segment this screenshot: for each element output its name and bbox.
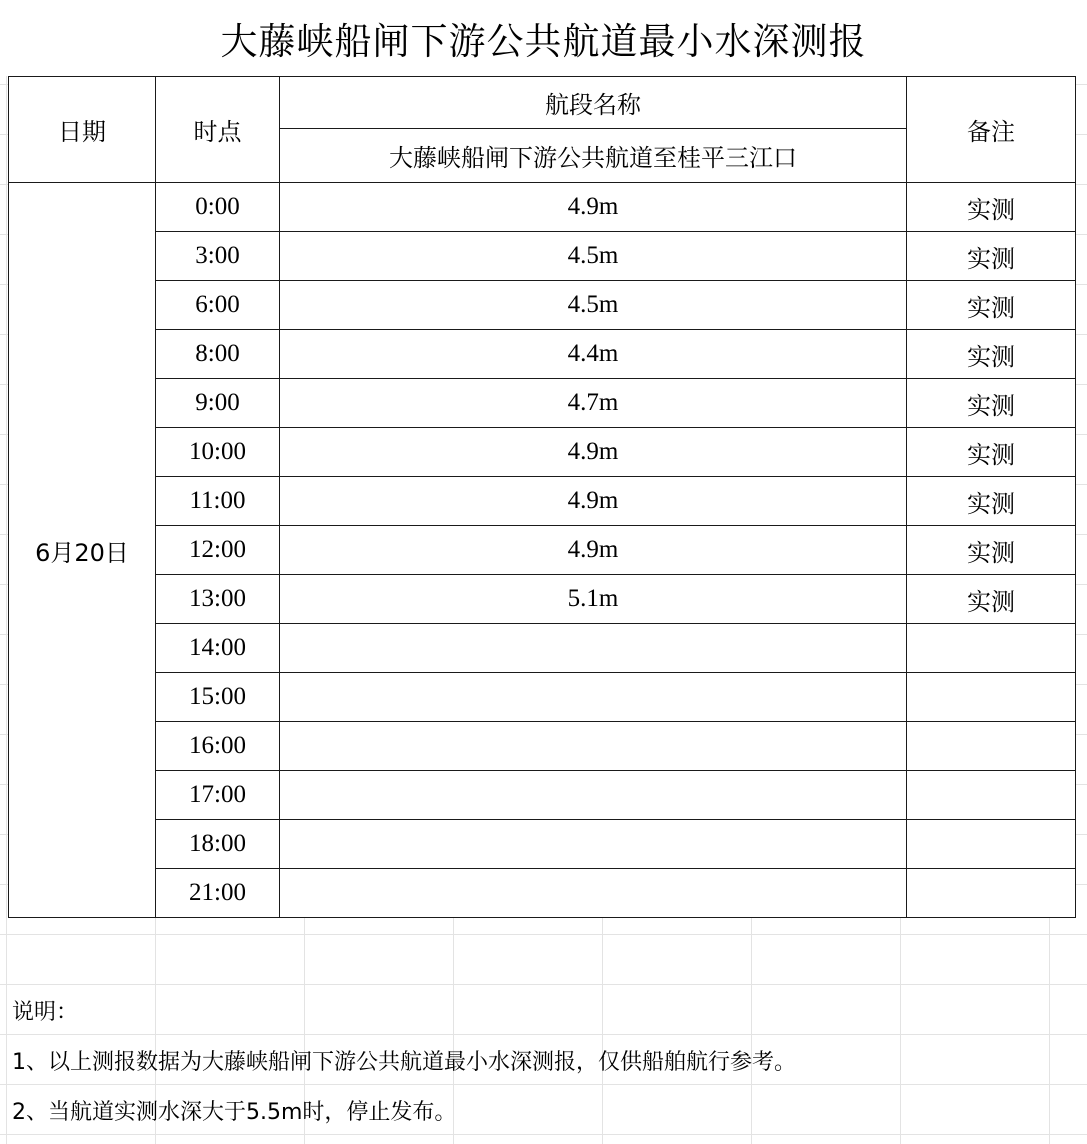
depth-cell: 4.9m [280, 183, 907, 232]
notes-line-1: 1、以上测报数据为大藤峡船闸下游公共航道最小水深测报，仅供船舶航行参考。 [12, 1050, 796, 1075]
time-cell: 10:00 [156, 428, 280, 477]
table-row [9, 624, 1076, 673]
table-row [9, 820, 1076, 869]
date-header: 日期 [9, 77, 156, 183]
depth-cell [280, 820, 907, 869]
note-cell: 实测 [907, 575, 1076, 624]
table-body [9, 183, 1076, 918]
section-name: 大藤峡船闸下游公共航道至桂平三江口 [389, 144, 797, 172]
note-cell: 实测 [907, 428, 1076, 477]
table-row [9, 183, 1076, 232]
time-cell: 21:00 [156, 869, 280, 918]
note-cell [907, 624, 1076, 673]
table-row [9, 379, 1076, 428]
table-row [9, 869, 1076, 918]
notes-line-2: 2、当航道实测水深大于5.5m时，停止发布。 [12, 1100, 457, 1125]
table-row [9, 722, 1076, 771]
depth-cell [280, 673, 907, 722]
time-header: 时点 [156, 77, 280, 183]
section-header [280, 77, 907, 183]
table-row [9, 281, 1076, 330]
note-cell: 实测 [907, 477, 1076, 526]
table-row [9, 673, 1076, 722]
table-row [9, 428, 1076, 477]
depth-cell: 4.7m [280, 379, 907, 428]
note-cell [907, 722, 1076, 771]
time-cell: 13:00 [156, 575, 280, 624]
table-row [9, 232, 1076, 281]
time-cell: 0:00 [156, 183, 280, 232]
table-row [9, 330, 1076, 379]
depth-cell [280, 624, 907, 673]
time-cell: 15:00 [156, 673, 280, 722]
depth-cell: 4.5m [280, 232, 907, 281]
time-cell: 8:00 [156, 330, 280, 379]
time-cell: 16:00 [156, 722, 280, 771]
note-cell [907, 869, 1076, 918]
note-cell [907, 673, 1076, 722]
note-cell: 实测 [907, 232, 1076, 281]
time-cell: 14:00 [156, 624, 280, 673]
note-cell: 实测 [907, 281, 1076, 330]
time-cell: 3:00 [156, 232, 280, 281]
table-row [9, 771, 1076, 820]
notes-heading: 说明： [12, 1000, 79, 1025]
depth-cell [280, 869, 907, 918]
depth-cell: 4.9m [280, 428, 907, 477]
time-cell: 17:00 [156, 771, 280, 820]
section-label: 航段名称 [280, 77, 906, 129]
table-row [9, 526, 1076, 575]
note-cell: 实测 [907, 526, 1076, 575]
depth-cell: 4.9m [280, 526, 907, 575]
depth-cell: 4.9m [280, 477, 907, 526]
page-title: 大藤峡船闸下游公共航道最小水深测报 [0, 0, 1087, 76]
note-cell: 实测 [907, 183, 1076, 232]
note-cell: 实测 [907, 379, 1076, 428]
note-cell [907, 820, 1076, 869]
time-cell: 12:00 [156, 526, 280, 575]
table-row [9, 575, 1076, 624]
time-cell: 6:00 [156, 281, 280, 330]
time-cell: 9:00 [156, 379, 280, 428]
table-row [9, 477, 1076, 526]
time-cell: 18:00 [156, 820, 280, 869]
depth-cell: 5.1m [280, 575, 907, 624]
date-cell: 6月20日 [9, 183, 156, 918]
depth-cell: 4.4m [280, 330, 907, 379]
note-cell [907, 771, 1076, 820]
depth-cell [280, 771, 907, 820]
note-cell: 实测 [907, 330, 1076, 379]
depth-report-table [8, 76, 1076, 918]
note-header: 备注 [907, 77, 1076, 183]
depth-cell [280, 722, 907, 771]
depth-cell: 4.5m [280, 281, 907, 330]
time-cell: 11:00 [156, 477, 280, 526]
